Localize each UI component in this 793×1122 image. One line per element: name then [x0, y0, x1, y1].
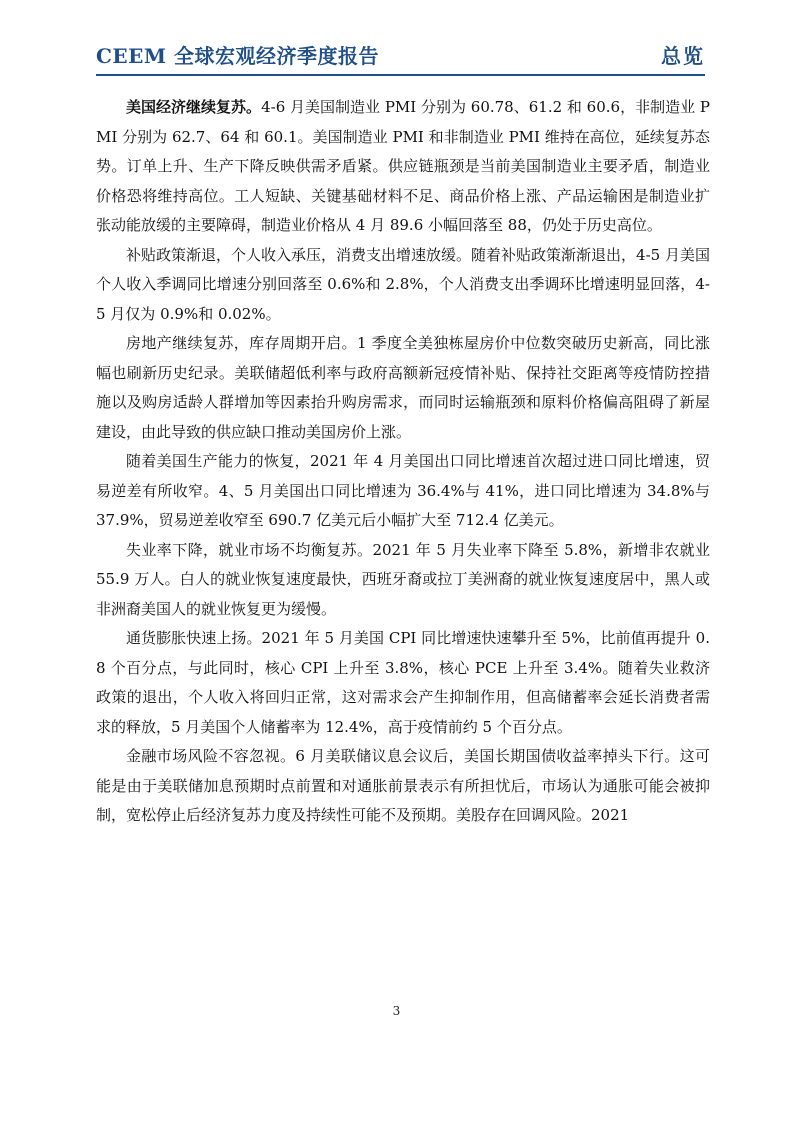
- paragraph-text: 失业率下降，就业市场不均衡复苏。2021 年 5 月失业率下降至 5.8%，新增非农就业 55.9 万人。白人的就业恢复速度最快，西班牙裔或拉丁美洲裔的就业恢复速度居中，黑人或非洲裔美国人的就业恢复更为缓慢。: [96, 540, 710, 618]
- paragraph-text: 通货膨胀快速上扬。2021 年 5 月美国 CPI 同比增速快速攀升至 5%，比前值再提升 0.8 个百分点，与此同时，核心 CPI 上升至 3.8%，核心 PCE 上升至 3.4%。随着失业救济政策的退出，个人收入将回归正常，这对需求会产生抑制作用，但高储蓄率会延长消费者需求的释放，5 月美国个人储蓄率为 12.4%，高于疫情前约 5 个百分点。: [96, 629, 710, 736]
- paragraph-text: 金融市场风险不容忽视。6 月美联储议息会议后，美国长期国债收益率掉头下行。这可能是由于美联储加息预期时点前置和对通胀前景表示有所担忧后，市场认为通胀可能会被抑制，宽松停止后经济复苏力度及持续性可能不及预期。美股存在回调风险。2021: [96, 747, 710, 824]
- page-header: [96, 38, 705, 76]
- report-title: CEEM 全球宏观经济季度报告: [96, 44, 380, 68]
- section-title: 总览: [661, 44, 705, 68]
- paragraph-inflation: [96, 624, 710, 742]
- paragraph-text: 房地产继续复苏，库存周期开启。1 季度全美独栋屋房价中位数突破历史新高，同比涨幅也刷新历史纪录。美联储超低利率与政府高额新冠疫情补贴、保持社交距离等疫情防控措施以及购房适龄人群增加等因素抬升购房需求，而同时运输瓶颈和原料价格偏高阻碍了新屋建设，由此导致的供应缺口推动美国房价上涨。: [96, 334, 710, 441]
- paragraph-financial-risk: [96, 742, 710, 831]
- paragraph-lead: 美国经济继续复苏。: [126, 98, 262, 116]
- paragraph-text: 4-6 月美国制造业 PMI 分别为 60.78、61.2 和 60.6，非制造业 PMI 分别为 62.7、64 和 60.1。美国制造业 PMI 和非制造业 PMI 维持在高位，延续复苏态势。订单上升、生产下降反映供需矛盾紧。供应链瓶颈是当前美国制造业主要矛盾，制造业价格恐将维持高位。工人短缺、关键基础材料不足、商品价格上涨、产品运输困是制造业扩张动能放缓的主要障碍，制造业价格从 4 月 89.6 小幅回落至 88，仍处于历史高位。: [96, 98, 710, 234]
- paragraph-us-economy: [96, 93, 710, 241]
- page-number: 3: [392, 1004, 401, 1018]
- paragraph-employment: [96, 536, 710, 625]
- report-body: [96, 93, 710, 831]
- paragraph-text: 随着美国生产能力的恢复，2021 年 4 月美国出口同比增速首次超过进口同比增速，贸易逆差有所收窄。4、5 月美国出口同比增速为 36.4%与 41%，进口同比增速为 34.8%与 37.9%，贸易逆差收窄至 690.7 亿美元后小幅扩大至 712.4 亿美元。: [96, 452, 710, 529]
- paragraph-trade: [96, 447, 710, 536]
- paragraph-text: 补贴政策渐退，个人收入承压，消费支出增速放缓。随着补贴政策渐渐退出，4-5 月美国个人收入季调同比增速分别回落至 0.6%和 2.8%，个人消费支出季调环比增速明显回落，4-5 月仅为 0.9%和 0.02%。: [96, 245, 710, 323]
- paragraph-income-consumption: [96, 241, 710, 330]
- paragraph-real-estate: [96, 329, 710, 447]
